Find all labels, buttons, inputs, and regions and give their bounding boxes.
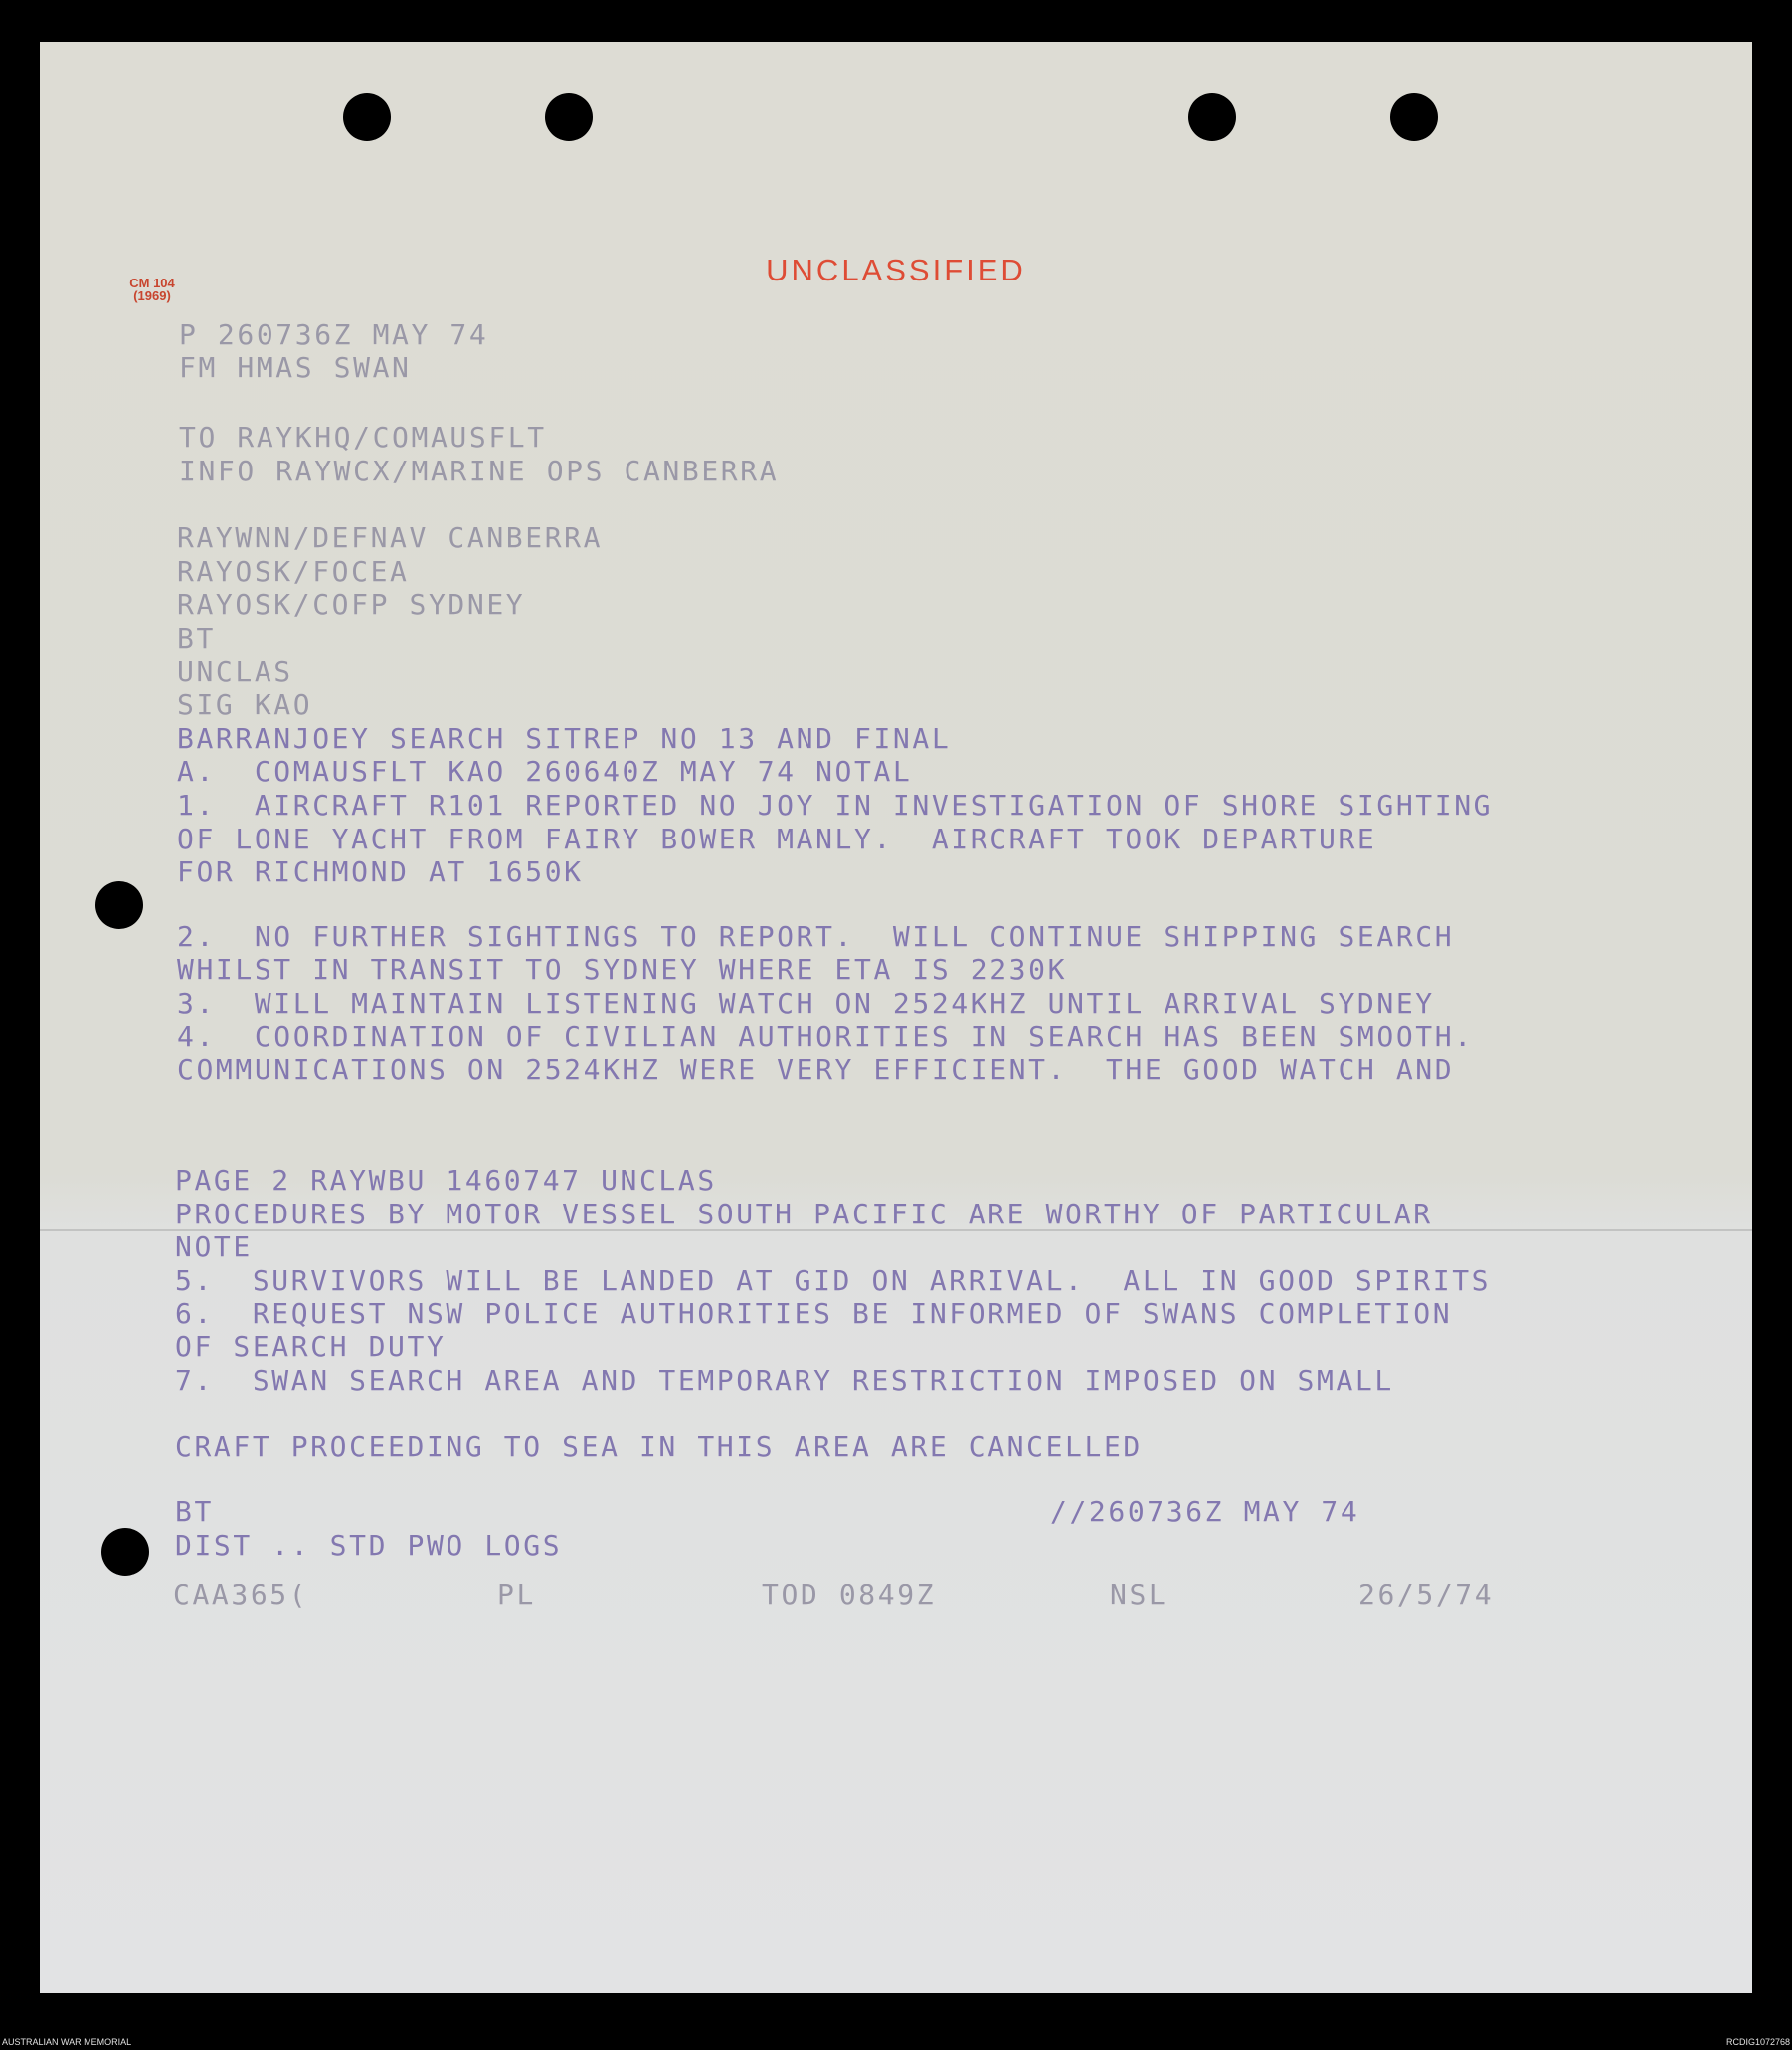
paragraph-2: WHILST IN TRANSIT TO SYDNEY WHERE ETA IS 2230K bbox=[177, 953, 1068, 986]
reference-a: A. COMAUSFLT KAO 260640Z MAY 74 NOTAL bbox=[177, 755, 913, 788]
paragraph-1: OF LONE YACHT FROM FAIRY BOWER MANLY. AIRCRAFT TOOK DEPARTURE bbox=[177, 823, 1377, 855]
addressee-line: RAYWNN/DEFNAV CANBERRA bbox=[177, 521, 604, 554]
addressee-line: RAYOSK/FOCEA bbox=[177, 555, 410, 588]
priority-dtg: P 260736Z MAY 74 bbox=[179, 318, 489, 351]
page-2-header: PAGE 2 RAYWBU 1460747 UNCLAS bbox=[175, 1164, 717, 1197]
paragraph-5: 5. SURVIVORS WILL BE LANDED AT GID ON ARRIVAL. ALL IN GOOD SPIRITS bbox=[175, 1264, 1492, 1297]
punch-hole bbox=[95, 881, 143, 929]
sig-line: SIG KAO bbox=[177, 688, 313, 721]
message-number: CAA365( bbox=[173, 1579, 309, 1611]
info-line: INFO RAYWCX/MARINE OPS CANBERRA bbox=[179, 455, 780, 487]
distribution-line: DIST .. STD PWO LOGS bbox=[175, 1529, 563, 1562]
archive-name: AUSTRALIAN WAR MEMORIAL bbox=[2, 2037, 132, 2047]
paragraph-6: OF SEARCH DUTY bbox=[175, 1330, 447, 1363]
paragraph-4-continued: PROCEDURES BY MOTOR VESSEL SOUTH PACIFIC ARE WORTHY OF PARTICULAR bbox=[175, 1198, 1433, 1230]
operator-code: PL bbox=[497, 1579, 536, 1611]
punch-hole bbox=[343, 93, 391, 141]
punch-hole bbox=[545, 93, 593, 141]
to-line: TO RAYKHQ/COMAUSFLT bbox=[179, 421, 547, 454]
classification-stamp: UNCLASSIFIED bbox=[766, 253, 1026, 287]
handwritten-date: 26/5/74 bbox=[1358, 1579, 1495, 1611]
form-number: CM 104 (1969) bbox=[129, 276, 175, 303]
addressee-line: RAYOSK/COFP SYDNEY bbox=[177, 588, 526, 621]
paragraph-1: 1. AIRCRAFT R101 REPORTED NO JOY IN INVESTIGATION OF SHORE SIGHTING bbox=[177, 789, 1494, 822]
punch-hole bbox=[1390, 93, 1438, 141]
end-bt: BT bbox=[175, 1495, 214, 1528]
subject-line: BARRANJOEY SEARCH SITREP NO 13 AND FINAL bbox=[177, 722, 952, 755]
paragraph-6: 6. REQUEST NSW POLICE AUTHORITIES BE INFORMED OF SWANS COMPLETION bbox=[175, 1297, 1453, 1330]
paragraph-4-continued: NOTE bbox=[175, 1230, 253, 1263]
paragraph-4: 4. COORDINATION OF CIVILIAN AUTHORITIES IN SEARCH HAS BEEN SMOOTH. bbox=[177, 1021, 1474, 1053]
archive-footer bbox=[0, 2035, 1792, 2050]
paragraph-1: FOR RICHMOND AT 1650K bbox=[177, 855, 584, 888]
punch-hole bbox=[1188, 93, 1236, 141]
paragraph-4: COMMUNICATIONS ON 2524KHZ WERE VERY EFFICIENT. THE GOOD WATCH AND bbox=[177, 1053, 1455, 1086]
paragraph-3: 3. WILL MAINTAIN LISTENING WATCH ON 2524KHZ UNTIL ARRIVAL SYDNEY bbox=[177, 987, 1435, 1020]
unclas-line: UNCLAS bbox=[177, 655, 293, 688]
bt-line: BT bbox=[177, 622, 216, 654]
from-line: FM HMAS SWAN bbox=[179, 351, 412, 384]
paragraph-7: 7. SWAN SEARCH AREA AND TEMPORARY RESTRICTION IMPOSED ON SMALL bbox=[175, 1364, 1394, 1397]
paragraph-2: 2. NO FURTHER SIGHTINGS TO REPORT. WILL CONTINUE SHIPPING SEARCH bbox=[177, 920, 1455, 953]
time-of-delivery: TOD 0849Z bbox=[762, 1579, 937, 1611]
end-dtg: //260736Z MAY 74 bbox=[1050, 1495, 1360, 1528]
paragraph-7-continued: CRAFT PROCEEDING TO SEA IN THIS AREA ARE CANCELLED bbox=[175, 1430, 1143, 1463]
archive-id: RCDIG1072768 bbox=[1725, 2037, 1790, 2047]
message-form bbox=[40, 42, 1752, 1993]
nsl-code: NSL bbox=[1110, 1579, 1168, 1611]
punch-hole bbox=[101, 1528, 149, 1576]
